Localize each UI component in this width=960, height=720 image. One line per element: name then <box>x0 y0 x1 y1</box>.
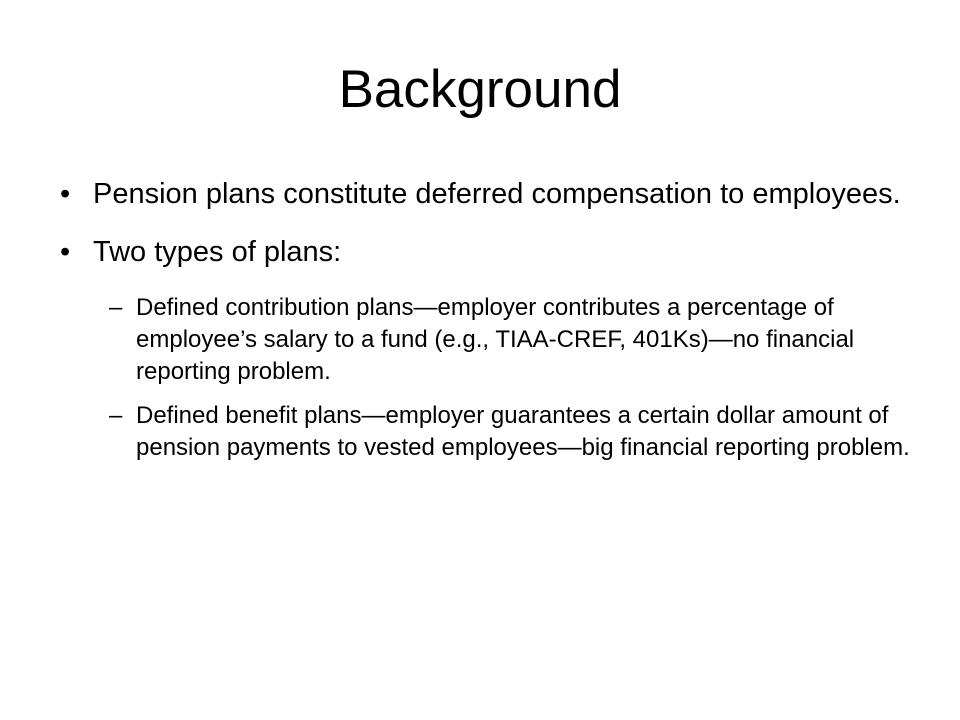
sub-bullet-text: Defined benefit plans—employer guarantees a certain dollar amount of pension payments to vested employees—big financial reporting problem. <box>136 402 910 461</box>
slide-title: Background <box>338 60 622 119</box>
bullet-marker: • <box>60 236 71 268</box>
bullet-two-types <box>60 234 910 271</box>
sub-bullet-marker: – <box>109 294 123 321</box>
sub-bullet-text: Defined contribution plans—employer contributes a percentage of employee’s salary to a fund (e.g., TIAA-CREF, 401Ks)—no financial reporting problem. <box>136 294 855 385</box>
bullet-pension-plans <box>60 176 910 213</box>
slide-content <box>60 176 910 476</box>
bullet-text: Pension plans constitute deferred compensation to employees. <box>93 178 901 210</box>
sub-bullet-marker: – <box>109 402 123 429</box>
bullet-marker: • <box>60 178 71 210</box>
bullet-text: Two types of plans: <box>93 236 342 268</box>
sub-bullet-defined-benefit <box>109 400 910 464</box>
sub-bullet-defined-contribution <box>109 292 910 388</box>
